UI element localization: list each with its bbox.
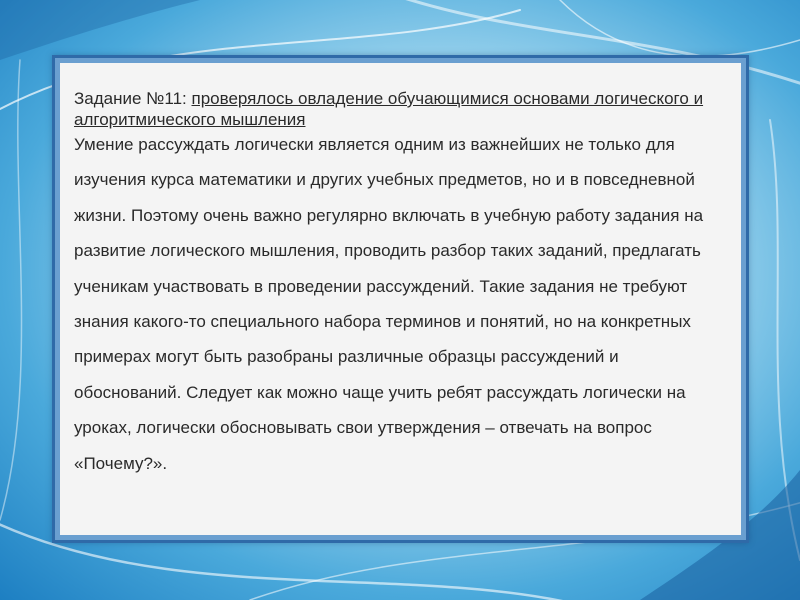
dark-swoosh [0,0,200,60]
task-title: проверялось овладение обучающимися основами логического и алгоритмического мышления [74,89,704,129]
body-paragraph: Умение рассуждать логически является одним из важнейших не только для изучения курса математики и других учебных предметов, но и в повседневной жизни. Поэтому очень важно регулярно включать в учебную работу задания на развитие логического мышления, проводить разбор таких заданий, предлагать ученикам участвовать в проведении рассуждений. Такие задания не требуют знания какого-то специального набора терминов и понятий, но на конкретных примерах могут быть разобраны различные образцы рассуждений и обоснований. Следует как можно чаще учить ребят рассуждать логически на уроках, логически обосновывать свои утверждения – отвечать на вопрос «Почему?». [74,135,704,473]
swirl-line [0,60,22,520]
swirl-line [560,0,800,56]
text-panel [60,63,741,535]
task-label: Задание №11: [74,89,192,108]
task-heading [74,88,727,130]
slide-frame [52,55,749,543]
